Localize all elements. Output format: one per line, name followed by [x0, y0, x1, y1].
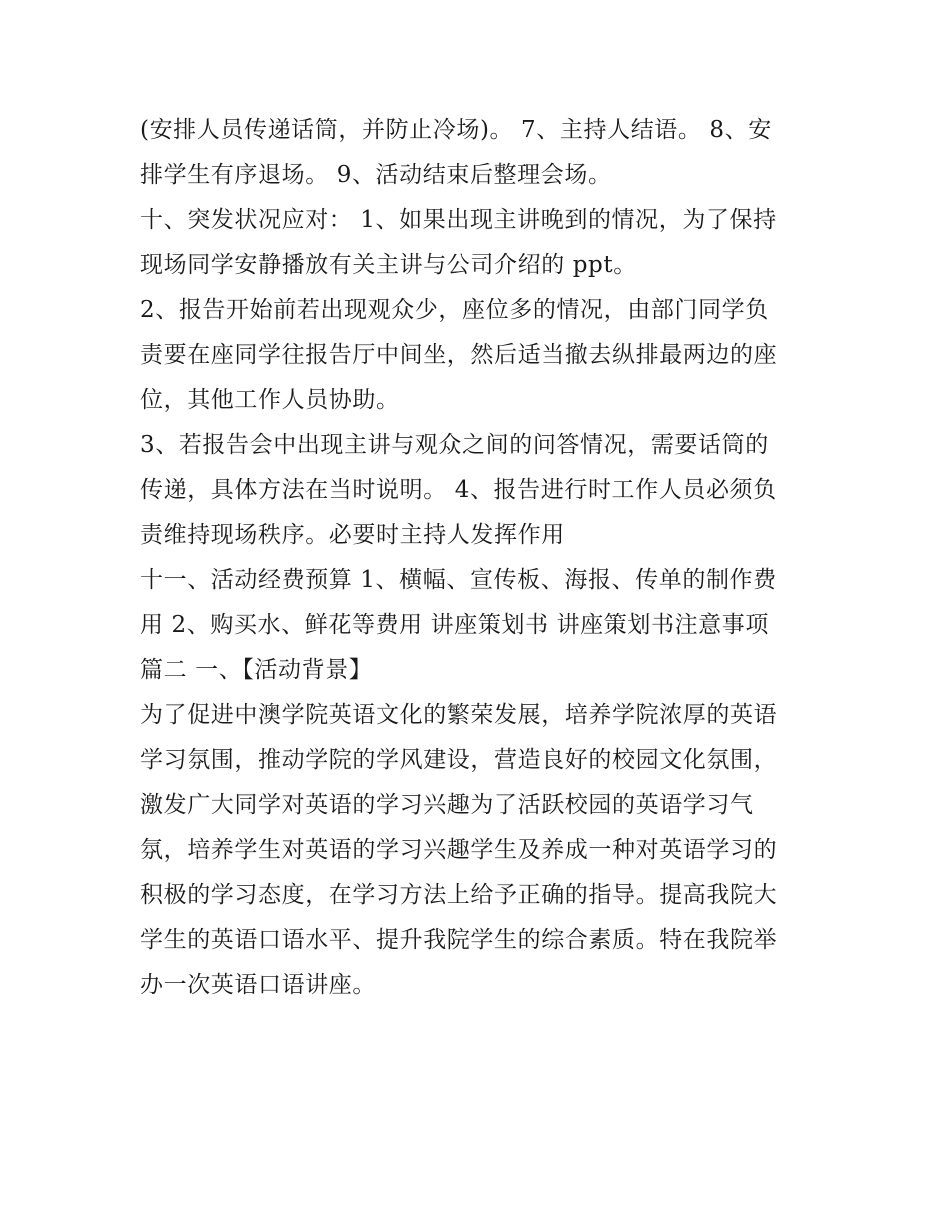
text-line: 现场同学安静播放有关主讲与公司介绍的 ppt。: [140, 252, 637, 278]
text-line: 用 2、购买水、鲜花等费用 讲座策划书 讲座策划书注意事项: [140, 612, 769, 638]
text-line: 积极的学习态度，在学习方法上给予正确的指导。提高我院大: [140, 882, 778, 908]
text-line: 学习氛围，推动学院的学风建设，营造良好的校园文化氛围，: [140, 747, 778, 773]
text-line: 位，其他工作人员协助。: [140, 387, 400, 413]
text-line: 2、报告开始前若出现观众少，座位多的情况，由部门同学负: [140, 297, 769, 323]
text-line: 激发广大同学对英语的学习兴趣为了活跃校园的英语学习气: [140, 792, 754, 818]
text-line: 排学生有序退场。 9、活动结束后整理会场。: [140, 162, 612, 188]
document-body: [140, 108, 820, 1008]
text-line: 3、若报告会中出现主讲与观众之间的问答情况，需要话筒的: [140, 432, 769, 458]
text-line: 责要在座同学往报告厅中间坐，然后适当撤去纵排最两边的座: [140, 342, 778, 368]
text-line: 氛，培养学生对英语的学习兴趣学生及养成一种对英语学习的: [140, 837, 778, 863]
text-line: 十一、活动经费预算 1、横幅、宣传板、海报、传单的制作费: [140, 567, 777, 593]
text-line: 学生的英语口语水平、提升我院学生的综合素质。特在我院举: [140, 927, 778, 953]
text-line: (安排人员传递话筒，并防止冷场)。 7、主持人结语。 8、安: [140, 117, 772, 143]
text-line: 传递，具体方法在当时说明。 4、报告进行时工作人员必须负: [140, 477, 777, 503]
text-line: 办一次英语口语讲座。: [140, 972, 376, 998]
section-heading: 篇二 一、【活动背景】: [140, 657, 373, 683]
text-line: 十、突发状况应对： 1、如果出现主讲晚到的情况，为了保持: [140, 207, 777, 233]
text-line: 为了促进中澳学院英语文化的繁荣发展，培养学院浓厚的英语: [140, 702, 778, 728]
text-line: 责维持现场秩序。必要时主持人发挥作用: [140, 522, 565, 548]
